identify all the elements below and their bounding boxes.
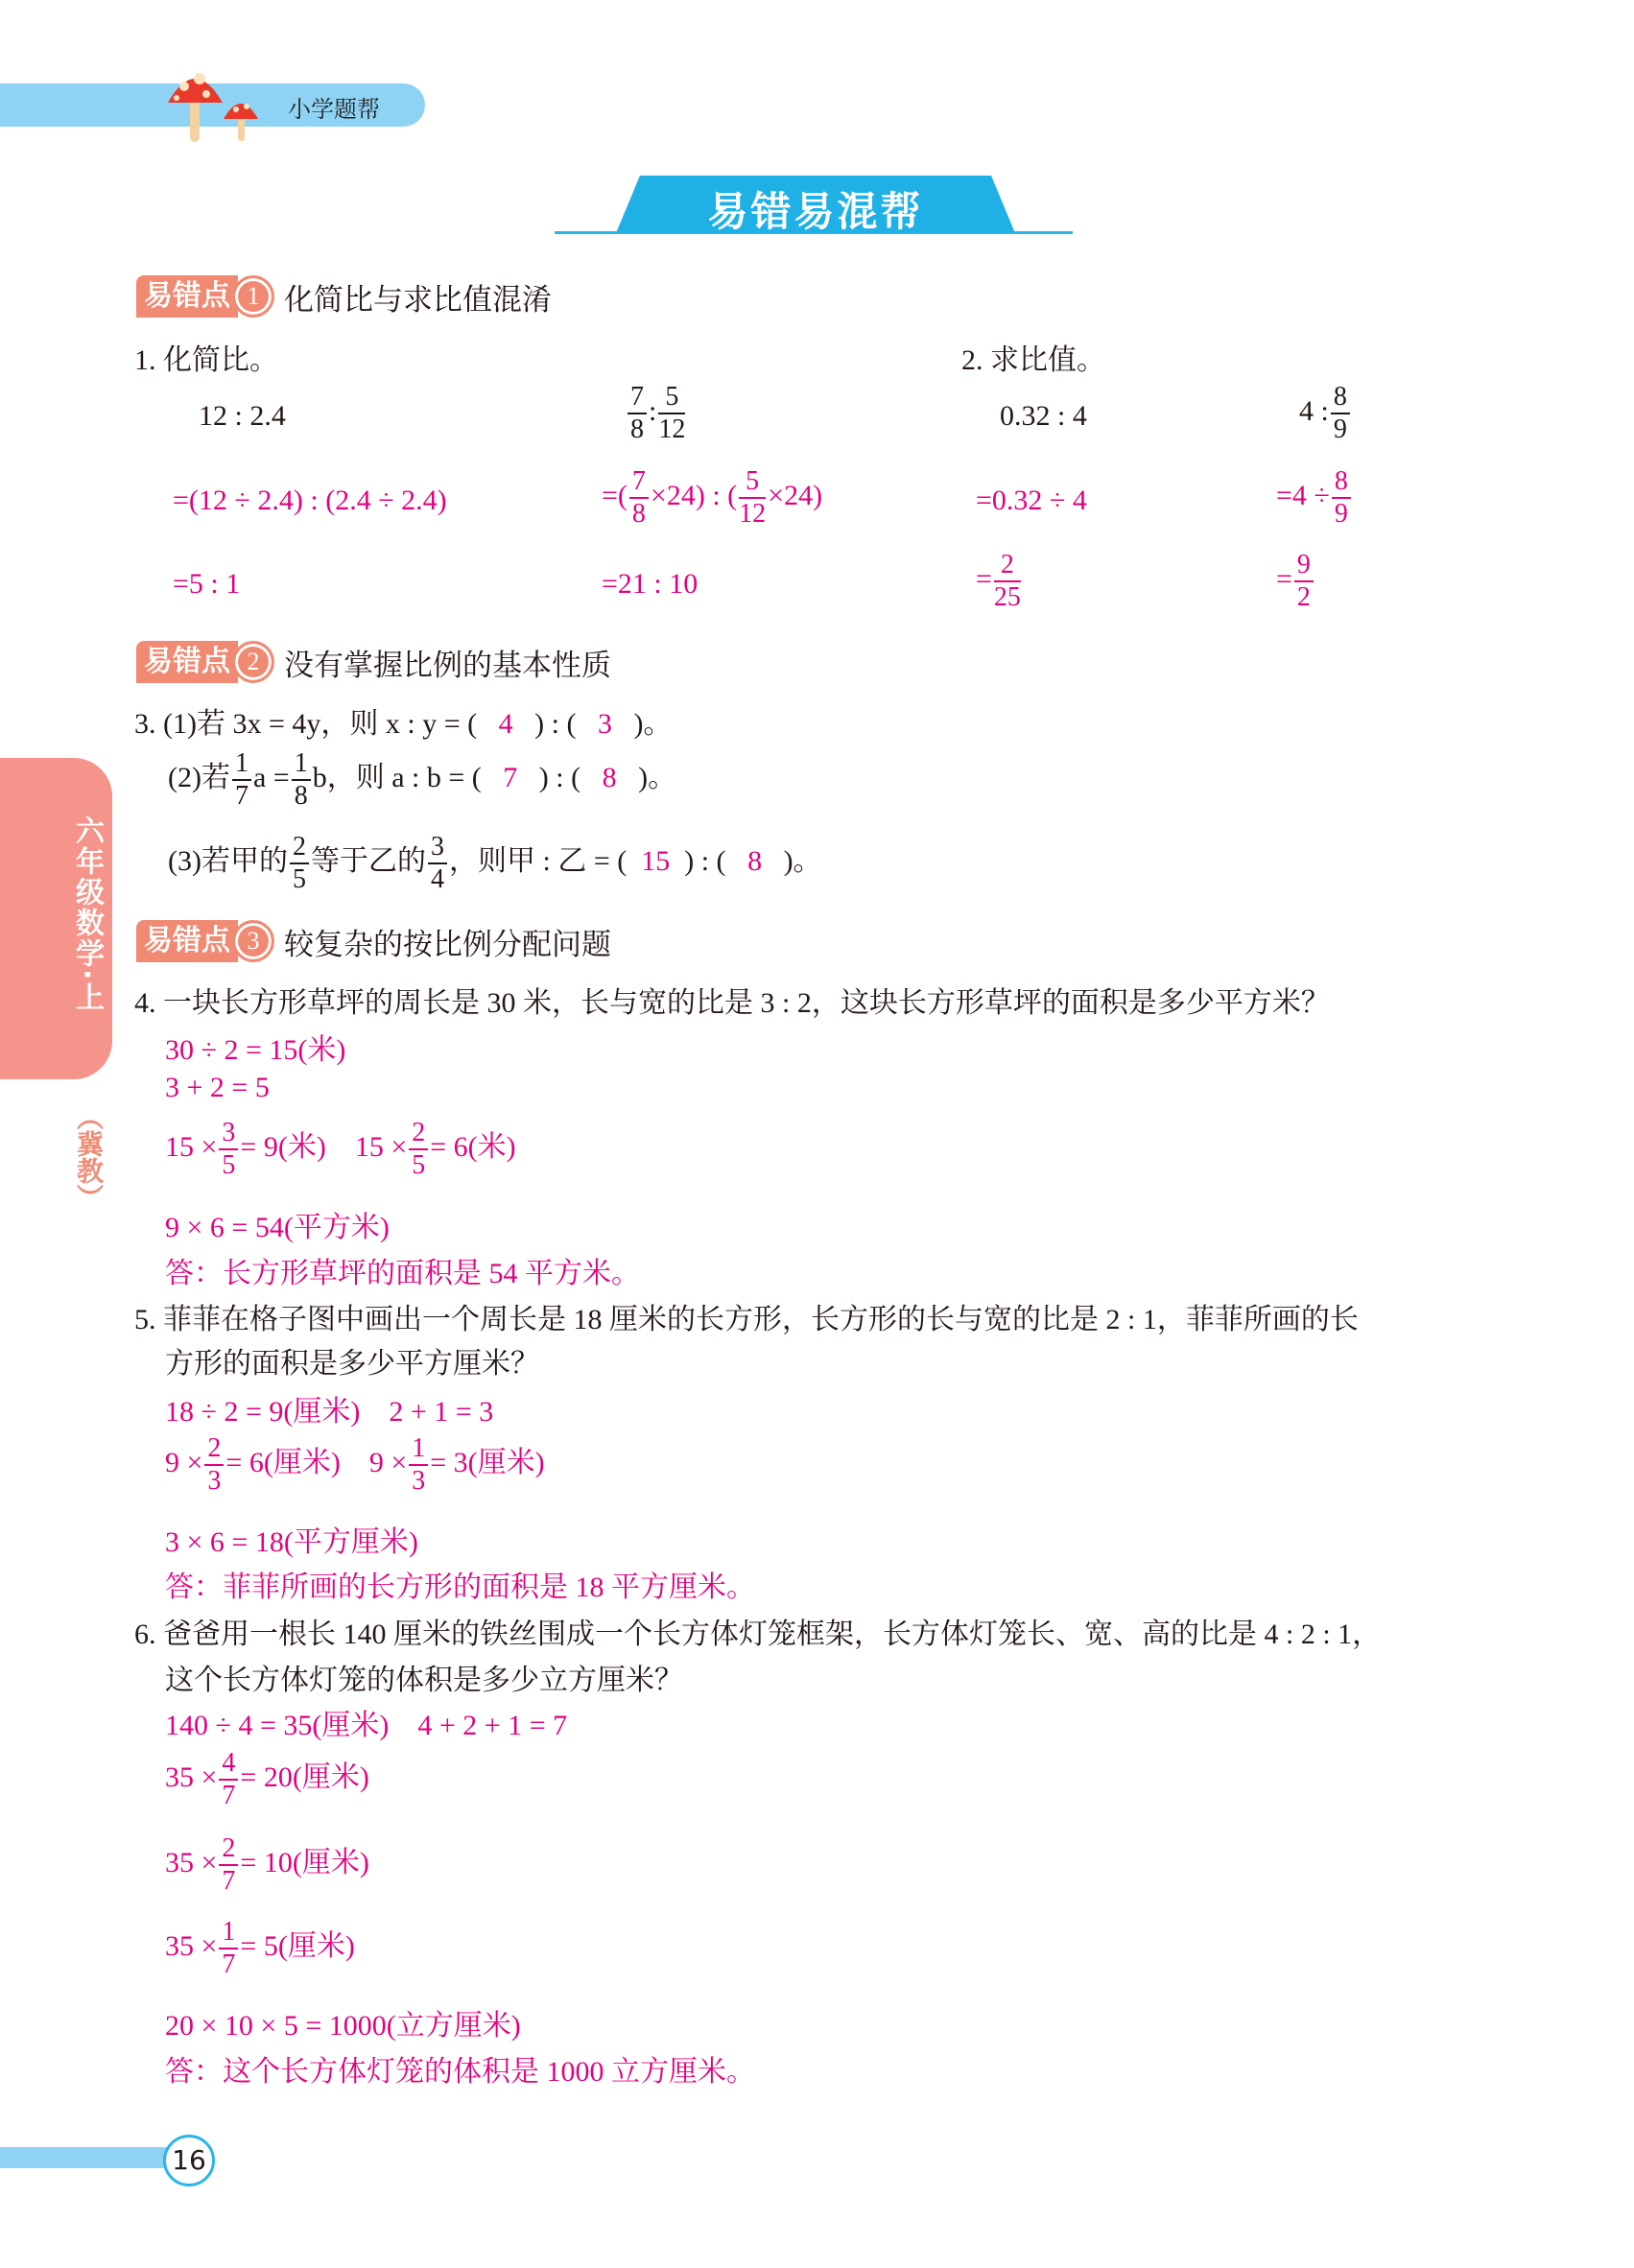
q5-line1: 18 ÷ 2 = 9(厘米) 2 + 1 = 3 [165,1396,494,1428]
q3-part2: (2)若 $\frac{1}{7}$ a = $\frac{1}{8}$ b，则 a : b = ( 7 ) : ( 8 )。 [168,748,677,811]
q4-line1: 30 ÷ 2 = 15(米) [165,1034,346,1066]
q6-answer: 答：这个长方体灯笼的体积是 1000 立方厘米。 [165,2056,755,2088]
section-header-1 [136,275,552,318]
q1-heading: 1. 化简比。 [134,344,278,376]
mushroom-logo-icon [163,59,269,146]
q5-answer: 答：菲菲所画的长方形的面积是 18 平方厘米。 [165,1571,755,1603]
q1b-result: =21 : 10 [602,568,699,600]
q1a-step1: =(12 ÷ 2.4) : (2.4 ÷ 2.4) [173,484,447,516]
footer-band [0,2147,173,2168]
section-title: 没有掌握比例的基本性质 [284,648,611,683]
section-label: 易错点 [136,920,238,962]
q5-text-2: 方形的面积是多少平方厘米？ [165,1348,539,1380]
q1a-result: =5 : 1 [173,568,241,600]
section-number: 2 [232,641,274,683]
q2b-step1: =4 ÷ $\frac{8}{9}$ [1276,466,1353,530]
q2b-question: 4 : $\frac{8}{9}$ [1299,382,1352,445]
q4-line3: 15 × $\frac{3}{5}$ = 9(米) 15 × $\frac{2}{5}$ = 6(米) [165,1118,516,1180]
q2a-result: = $\frac{2}{25}$ [976,550,1021,612]
section-number: 1 [232,275,274,318]
q6-text-1: 6. 爸爸用一根长 140 厘米的铁丝围成一个长方体灯笼框架，长方体灯笼长、宽、高的比是 4 : 2 : 1， [134,1618,1382,1650]
q2-heading: 2. 求比值。 [961,344,1105,376]
page-title: 易错易混帮 [707,188,924,235]
section-label: 易错点 [136,275,238,318]
q2a-question: 0.32 : 4 [1000,400,1087,432]
q6-line5: 20 × 10 × 5 = 1000(立方厘米) [165,2010,521,2042]
q1b-step1: =( $\frac{7}{8}$ ×24) : ( $\frac{5}{12}$ ×24) [602,466,823,529]
section-header-2 [136,641,611,683]
q6-line3: 35 × $\frac{2}{7}$ = 10(厘米) [165,1833,369,1896]
side-tab-grade: 六年级数学·上 [70,815,104,1013]
q6-line4: 35 × $\frac{1}{7}$ = 5(厘米) [165,1917,355,1979]
section-title: 较复杂的按比例分配问题 [284,927,611,962]
section-title: 化简比与求比值混淆 [284,282,552,318]
q4-answer: 答：长方形草坪的面积是 54 平方米。 [165,1258,640,1289]
q3-part3: (3)若甲的 $\frac{2}{5}$ 等于乙的 $\frac{3}{4}$ ，则甲 : 乙 = ( 15 ) : ( 8 )。 [168,832,822,894]
section-header-3 [136,920,611,962]
section-label: 易错点 [136,641,238,683]
side-tab-edition: （冀教） [73,1103,105,1211]
q6-line2: 35 × $\frac{4}{7}$ = 20(厘米) [165,1748,369,1810]
q5-line2: 9 × $\frac{2}{3}$ = 6(厘米) 9 × $\frac{1}{3}$ = 3(厘米) [165,1433,545,1496]
q6-text-2: 这个长方体灯笼的体积是多少立方厘米？ [165,1665,683,1696]
brand-name: 小学题帮 [288,96,380,123]
section-number: 3 [232,920,274,962]
q4-line4: 9 × 6 = 54(平方米) [165,1212,390,1243]
q4-line2: 3 + 2 = 5 [165,1072,270,1103]
q5-line3: 3 × 6 = 18(平方厘米) [165,1526,418,1558]
q2b-result: = $\frac{9}{2}$ [1276,550,1315,613]
q5-text-1: 5. 菲菲在格子图中画出一个周长是 18 厘米的长方形，长方形的长与宽的比是 2 : 1，菲菲所画的长 [134,1304,1359,1335]
q1b-question: $\frac{7}{8}$ : $\frac{5}{12}$ [626,382,687,445]
q2a-step1: =0.32 ÷ 4 [976,484,1087,516]
q4-text: 4. 一块长方形草坪的周长是 30 米，长与宽的比是 3 : 2，这块长方形草坪的面积是多少平方米？ [134,987,1330,1019]
page-number: 16 [163,2135,215,2186]
q1a-question: 12 : 2.4 [199,400,286,432]
q3-part1: 3. (1)若 3x = 4y，则 x : y = ( 4 ) : ( 3 )。 [134,708,673,740]
q6-line1: 140 ÷ 4 = 35(厘米) 4 + 2 + 1 = 7 [165,1710,568,1741]
